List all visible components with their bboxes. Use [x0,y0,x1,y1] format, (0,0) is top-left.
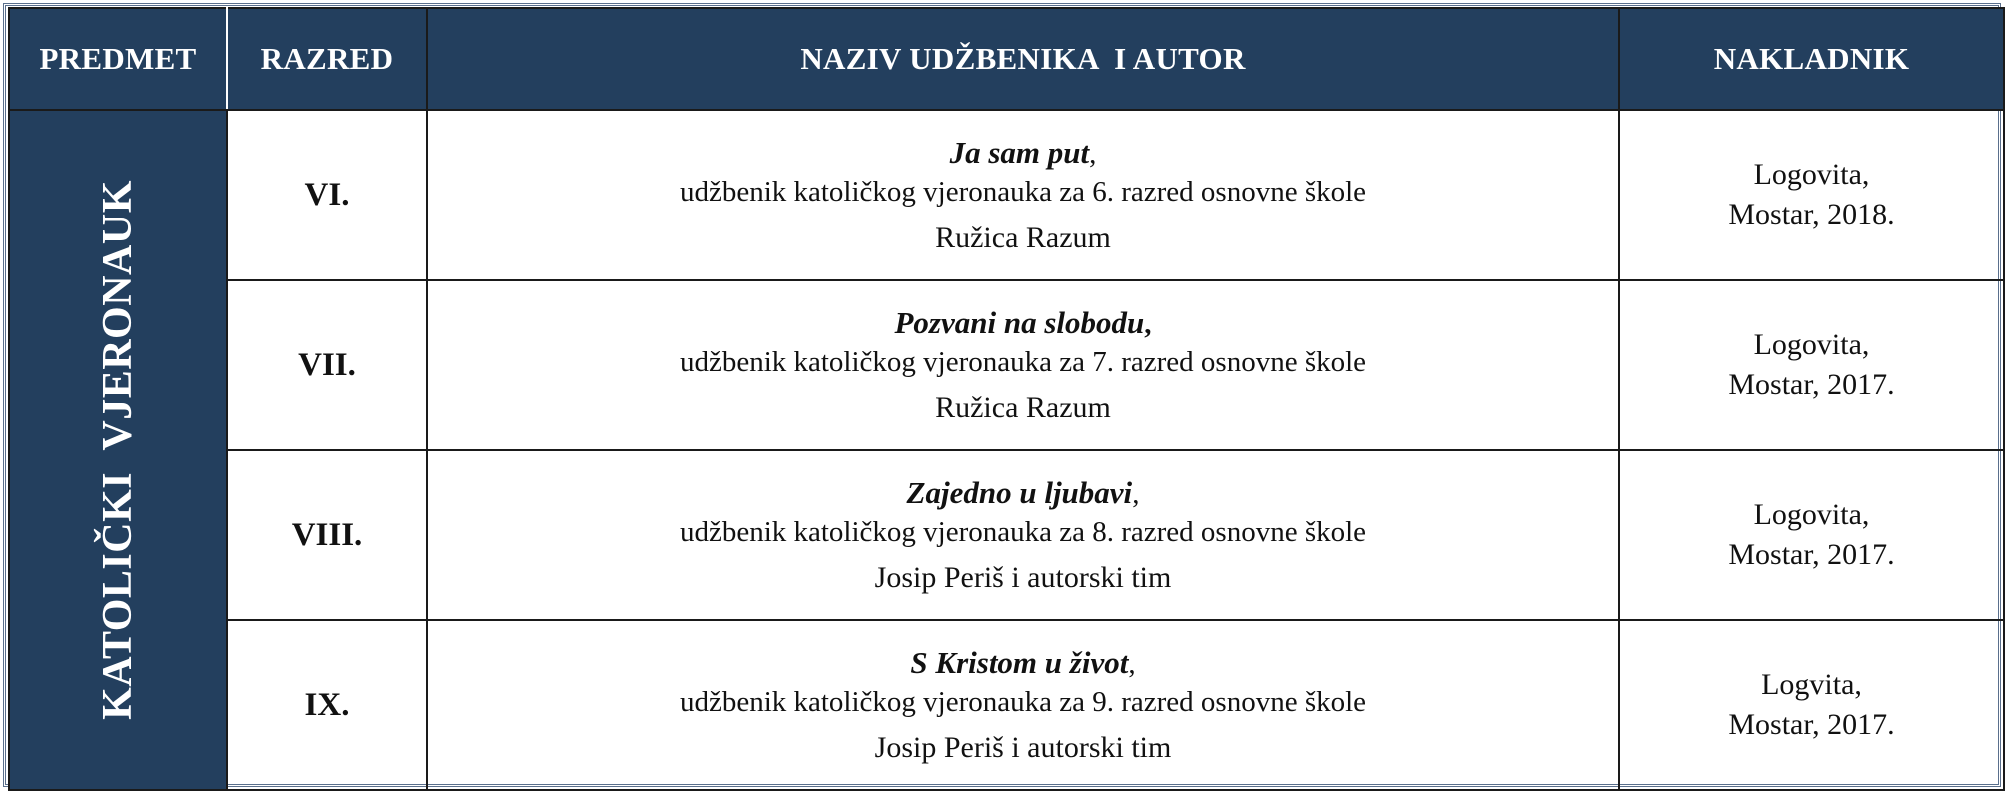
title-author-cell [427,450,1619,620]
book-author: Josip Periš i autorski tim [874,730,1172,764]
table-row [9,280,2004,450]
publisher-name: Logvita, [1761,668,1862,701]
book-description: udžbenik katoličkog vjeronauka za 6. razred osnovne škole [679,175,1367,208]
grade-cell: VI. [227,110,427,280]
publisher-name: Logovita, [1753,498,1870,531]
title-suffix: , [1089,137,1097,170]
publisher-place-year: Mostar, 2017. [1728,368,1895,401]
title-author-cell [427,110,1619,280]
publisher-cell [1619,450,2004,620]
subject-cell [9,110,227,790]
table-row [9,110,2004,280]
publisher-name: Logovita, [1753,158,1870,191]
title-suffix: , [1132,477,1140,510]
publisher-cell [1619,110,2004,280]
book-title: Pozvani na slobodu [894,304,1145,340]
book-description: udžbenik katoličkog vjeronauka za 9. razred osnovne škole [679,685,1367,718]
book-author: Ružica Razum [935,390,1111,424]
book-title: Zajedno u ljubavi [906,474,1133,510]
table-row [9,620,2004,790]
title-suffix: , [1144,307,1152,340]
header-grade: RAZRED [227,8,427,110]
table-row [9,450,2004,620]
grade-cell: IX. [227,620,427,790]
header-row [9,8,2004,110]
book-description: udžbenik katoličkog vjeronauka za 8. razred osnovne škole [679,515,1367,548]
book-author: Ružica Razum [935,220,1111,254]
title-author-cell [427,620,1619,790]
publisher-name: Logovita, [1753,328,1870,361]
publisher-place-year: Mostar, 2017. [1728,538,1895,571]
book-author: Josip Periš i autorski tim [874,560,1172,594]
publisher-cell [1619,620,2004,790]
publisher-place-year: Mostar, 2017. [1728,708,1895,741]
header-title-author: NAZIV UDŽBENIKA I AUTOR [427,8,1619,110]
title-author-cell [427,280,1619,450]
publisher-cell [1619,280,2004,450]
book-description: udžbenik katoličkog vjeronauka za 7. razred osnovne škole [679,345,1367,378]
book-title: Ja sam put [949,134,1090,170]
title-suffix: , [1128,647,1136,680]
book-title: S Kristom u život [910,644,1129,680]
textbook-table [8,7,2005,791]
header-publisher: NAKLADNIK [1619,8,2004,110]
publisher-place-year: Mostar, 2018. [1728,198,1895,231]
grade-cell: VIII. [227,450,427,620]
grade-cell: VII. [227,280,427,450]
subject-label: KATOLIČKI VJERONAUK [95,180,141,720]
header-subject: PREDMET [9,8,227,110]
